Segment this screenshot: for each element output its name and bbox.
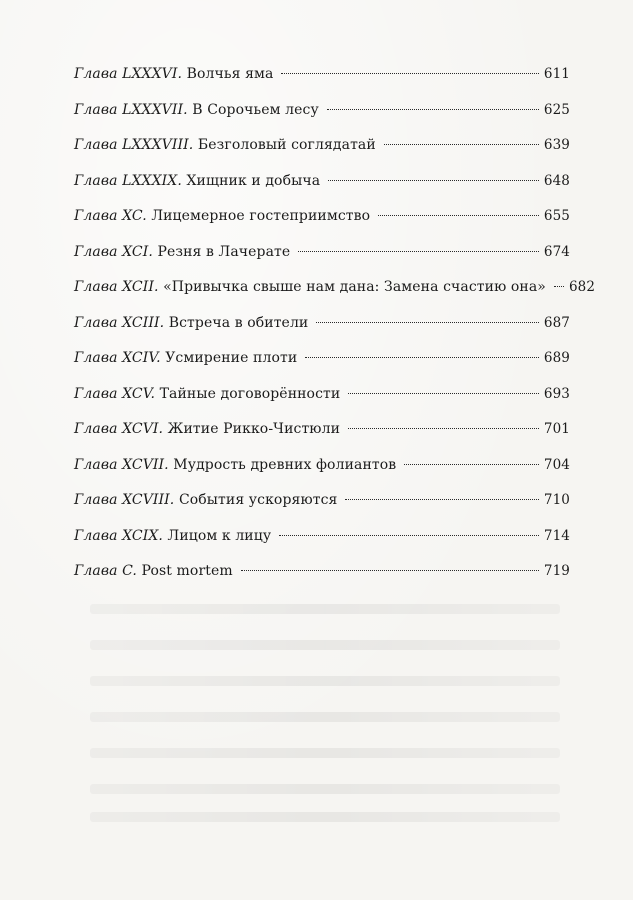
chapter-title: Резня в Лачерате: [157, 243, 291, 260]
dot-leader: [348, 393, 539, 394]
bleed-through-line: [90, 712, 560, 722]
dot-leader: [384, 144, 539, 145]
page-number: 682: [568, 279, 596, 295]
chapter-label: Глава XCV.: [74, 385, 156, 402]
toc-entry[interactable]: [74, 60, 570, 96]
toc-entry[interactable]: [74, 202, 570, 238]
toc-entry[interactable]: [74, 344, 570, 380]
toc-entry[interactable]: [74, 273, 596, 309]
chapter-title: Post mortem: [141, 563, 233, 579]
chapter-label: Глава XC.: [74, 208, 147, 224]
dot-leader: [328, 180, 539, 181]
page-number: 674: [543, 243, 570, 260]
chapter-label: Глава C.: [74, 563, 137, 579]
chapter-label: Глава XCII.: [74, 279, 159, 295]
toc-entry[interactable]: [74, 451, 570, 487]
chapter-title: Лицемерное гостеприимство: [151, 208, 371, 224]
page-number: 689: [543, 350, 570, 366]
chapter-title: Лицом к лицу: [167, 527, 272, 544]
dot-leader: [345, 499, 538, 500]
table-of-contents: [74, 60, 596, 593]
toc-entry[interactable]: [74, 486, 570, 522]
chapter-title: Встреча в обители: [168, 314, 309, 331]
dot-leader: [241, 570, 539, 571]
bleed-through-line: [90, 784, 560, 794]
toc-entry[interactable]: [74, 557, 570, 593]
chapter-title: Безголовый соглядатай: [197, 137, 376, 153]
toc-entry[interactable]: [74, 309, 570, 345]
toc-entry[interactable]: [74, 238, 570, 274]
chapter-title: События ускоряются: [178, 492, 338, 508]
bleed-through-line: [90, 812, 560, 822]
chapter-label: Глава XCI.: [74, 243, 153, 260]
chapter-label: Глава LXXXVIII.: [74, 137, 194, 153]
dot-leader: [348, 428, 539, 429]
chapter-label: Глава XCIV.: [74, 350, 161, 366]
toc-entry[interactable]: [74, 167, 570, 203]
page-number: 611: [543, 66, 570, 82]
dot-leader: [279, 535, 539, 536]
dot-leader: [554, 286, 564, 287]
page-number: 655: [543, 208, 570, 224]
dot-leader: [305, 357, 539, 358]
page-number: 639: [543, 137, 570, 153]
page-number: 719: [543, 563, 570, 579]
toc-entry[interactable]: [74, 522, 570, 558]
chapter-label: Глава LXXXVII.: [74, 101, 188, 118]
chapter-title: Мудрость древних фолиантов: [173, 456, 397, 473]
chapter-title: Житие Рикко-Чистюли: [167, 421, 341, 437]
toc-entry[interactable]: [74, 96, 570, 132]
page-number: 704: [543, 456, 570, 473]
bleed-through-line: [90, 604, 560, 614]
page-number: 693: [543, 385, 570, 402]
chapter-title: В Сорочьем лесу: [192, 101, 319, 118]
chapter-label: Глава XCIX.: [74, 527, 163, 544]
page-number: 714: [543, 527, 570, 544]
chapter-title: Усмирение плоти: [165, 350, 298, 366]
toc-entry[interactable]: [74, 380, 570, 416]
chapter-label: Глава XCIII.: [74, 314, 165, 331]
page-number: 710: [543, 492, 570, 508]
page-number: 625: [543, 101, 570, 118]
bleed-through-line: [90, 748, 560, 758]
page-number: 701: [543, 421, 570, 437]
chapter-label: Глава XCVI.: [74, 421, 164, 437]
toc-entry[interactable]: [74, 415, 570, 451]
chapter-title: Тайные договорённости: [159, 385, 341, 402]
dot-leader: [378, 215, 539, 216]
dot-leader: [298, 251, 539, 252]
chapter-label: Глава XCVII.: [74, 456, 169, 473]
dot-leader: [404, 464, 539, 465]
dot-leader: [281, 73, 538, 74]
chapter-title: «Привычка свыше нам дана: Замена счастию она»: [163, 279, 546, 295]
chapter-title: Волчья яма: [186, 66, 274, 82]
bleed-through-line: [90, 640, 560, 650]
chapter-label: Глава XCVIII.: [74, 492, 175, 508]
dot-leader: [327, 109, 539, 110]
bleed-through-line: [90, 676, 560, 686]
toc-entry[interactable]: [74, 131, 570, 167]
chapter-title: Хищник и добыча: [186, 172, 321, 189]
chapter-label: Глава LXXXVI.: [74, 66, 183, 82]
page-number: 687: [543, 314, 570, 331]
page-number: 648: [543, 172, 570, 189]
dot-leader: [316, 322, 539, 323]
chapter-label: Глава LXXXIX.: [74, 172, 182, 189]
